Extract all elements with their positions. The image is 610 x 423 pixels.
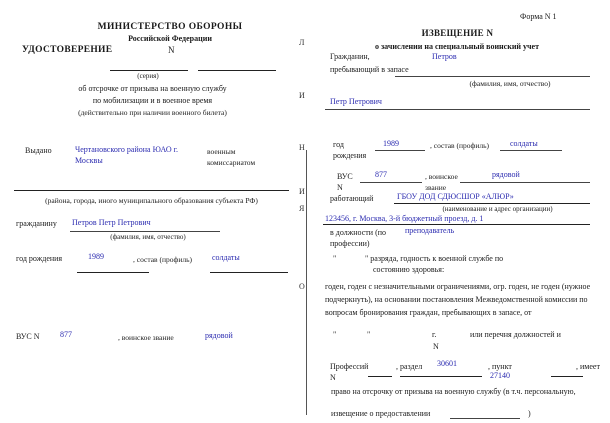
- region-rule: [14, 190, 289, 191]
- certificate-number-label: N: [168, 45, 175, 55]
- cut-letter-6: О: [299, 282, 305, 291]
- razryad-quote-open: ": [333, 254, 337, 263]
- notice-organization-hint: (наименование и адрес организации): [442, 205, 553, 213]
- notice-sostav-value[interactable]: солдаты: [510, 139, 538, 148]
- sostav-value[interactable]: солдаты: [212, 253, 240, 262]
- notice-employed-label: работающий: [330, 194, 374, 203]
- imeet-label: , имеет: [576, 362, 600, 371]
- notice-address-rule: [323, 224, 590, 225]
- notice-subtitle: о зачислении на специальный воинский учет: [374, 42, 540, 51]
- cut-letter-1: Л: [299, 38, 305, 47]
- notice-citizen-label-1: Гражданин,: [330, 52, 370, 61]
- cut-letter-3: Н: [299, 143, 305, 152]
- fitness-block-text: годен, годен с незначительными ограничениями, огр. годен, не годен (нужное подчеркнуть), на основании постановления Межведомственной комиссии по вопросам бронирования граждан, пребывающих в запасе, от: [325, 282, 591, 317]
- date-quote-open: ": [333, 330, 337, 339]
- citizen-name-value[interactable]: Петров Петр Петрович: [72, 218, 151, 227]
- sostav-label: , состав (профиль): [133, 255, 193, 264]
- notice-address-value[interactable]: 123456, г. Москва, 3-й бюджетный проезд, д. 1: [325, 214, 484, 223]
- notice-name-patronymic-value[interactable]: Петр Петрович: [330, 97, 382, 106]
- health-text: состоянию здоровья:: [373, 265, 445, 274]
- rank-label: , воинское звание: [118, 333, 174, 342]
- region-hint: (района, города, иного муниципального образования субъекта РФ): [45, 196, 258, 205]
- notice-birth-year-rule: [375, 150, 425, 151]
- notice-provision-rule: [450, 418, 520, 419]
- notice-birth-year-value[interactable]: 1989: [383, 139, 399, 148]
- razryad-text: разряда, годность к военной службе по: [368, 254, 504, 263]
- razdel-label: , раздел: [396, 362, 423, 371]
- date-quote-close: ": [367, 330, 371, 339]
- razryad-quote-close: ": [365, 254, 369, 263]
- notice-rank-label-2: звание: [425, 183, 447, 192]
- notice-birth-label-2: рождения: [333, 151, 367, 160]
- notice-surname-value[interactable]: Петров: [432, 52, 457, 61]
- cut-letter-5: Я: [299, 204, 305, 213]
- notice-citizen-label-2: пребывающий в запасе: [330, 65, 409, 74]
- notice-sostav-label: , состав (профиль): [430, 141, 490, 150]
- seria-hint: (серия): [137, 72, 159, 80]
- cut-letter-2: И: [299, 91, 305, 100]
- birth-year-rule: [77, 272, 149, 273]
- list-text: или перечня должностей и: [470, 330, 561, 339]
- notice-position-label-1: в должности (по: [330, 228, 387, 237]
- profession-label-1: Профессий: [330, 362, 369, 371]
- rank-value[interactable]: рядовой: [205, 331, 233, 340]
- certificate-heading: УДОСТОВЕРЕНИЕ: [22, 45, 113, 55]
- deferment-text: право на отсрочку от призыва на военную службу (в т.ч. персональную,: [331, 387, 576, 396]
- notice-position-value[interactable]: преподаватель: [405, 226, 455, 235]
- issued-label: Выдано: [25, 146, 52, 155]
- razryad-quote-close-and-text: [365, 254, 503, 263]
- cut-line-divider: [306, 150, 307, 415]
- notice-vus-label-2: N: [337, 183, 343, 192]
- notice-vus-value[interactable]: 877: [375, 170, 387, 179]
- certificate-subtitle-3: (действительно при наличии военного билета): [78, 108, 227, 117]
- certificate-subtitle-2: по мобилизации и в военное время: [92, 96, 213, 105]
- punkt-value[interactable]: 27140: [490, 371, 510, 380]
- razdel-value[interactable]: 30601: [437, 359, 457, 368]
- citizen-name-rule: [70, 231, 220, 232]
- list-number-label: N: [433, 342, 439, 351]
- seria-rule: [110, 70, 188, 71]
- profession-label-2: N: [330, 373, 336, 382]
- birth-year-value[interactable]: 1989: [88, 252, 104, 261]
- form-number: Форма N 1: [520, 12, 557, 21]
- date-year-suffix: г.: [432, 330, 437, 339]
- notice-vus-rule: [360, 182, 422, 183]
- fio-hint: (фамилия, имя, отчество): [110, 233, 186, 241]
- vus-label: ВУС N: [16, 332, 40, 341]
- razdel-rule: [400, 376, 482, 377]
- citizen-label: гражданину: [16, 219, 57, 228]
- closing-paren: ): [528, 409, 531, 418]
- notice-rank-rule: [460, 182, 590, 183]
- notice-birth-label-1: год: [333, 140, 344, 149]
- ministry-title-line1: МИНИСТЕРСТВО ОБОРОНЫ: [97, 22, 243, 32]
- notice-organization-rule: [394, 203, 590, 204]
- certificate-subtitle-1: об отсрочке от призыва на военную службу: [78, 84, 227, 93]
- military-commissariat-label: военным комиссариатом: [207, 147, 256, 167]
- birth-year-label: год рождения: [16, 254, 63, 263]
- notice-fio-hint: (фамилия, имя, отчество): [469, 79, 551, 88]
- notice-provision-text: извещение о предоставлении: [331, 409, 431, 418]
- profession-n-rule: [368, 376, 392, 377]
- number-rule: [198, 70, 276, 71]
- notice-name-rule: [325, 109, 590, 110]
- vus-value[interactable]: 877: [60, 330, 72, 339]
- notice-vus-label-1: ВУС: [337, 172, 353, 181]
- cut-letter-4: И: [299, 187, 305, 196]
- military-commissariat-value[interactable]: Чертановского района ЮАО г. Москвы: [75, 145, 179, 165]
- notice-position-label-2: профессии): [330, 239, 370, 248]
- punkt-label: , пункт: [488, 362, 512, 371]
- sostav-rule: [210, 272, 288, 273]
- ministry-title-line2: Российской Федерации: [128, 34, 212, 43]
- notice-surname-rule: [395, 76, 590, 77]
- punkt-rule: [551, 376, 583, 377]
- notice-organization-value[interactable]: ГБОУ ДОД СДЮСШОР «АЛЮР»: [397, 192, 514, 201]
- notice-rank-value[interactable]: рядовой: [492, 170, 520, 179]
- notice-title: ИЗВЕЩЕНИЕ N: [421, 28, 494, 38]
- notice-rank-label-1: , воинское: [425, 172, 458, 181]
- notice-sostav-rule: [500, 150, 562, 151]
